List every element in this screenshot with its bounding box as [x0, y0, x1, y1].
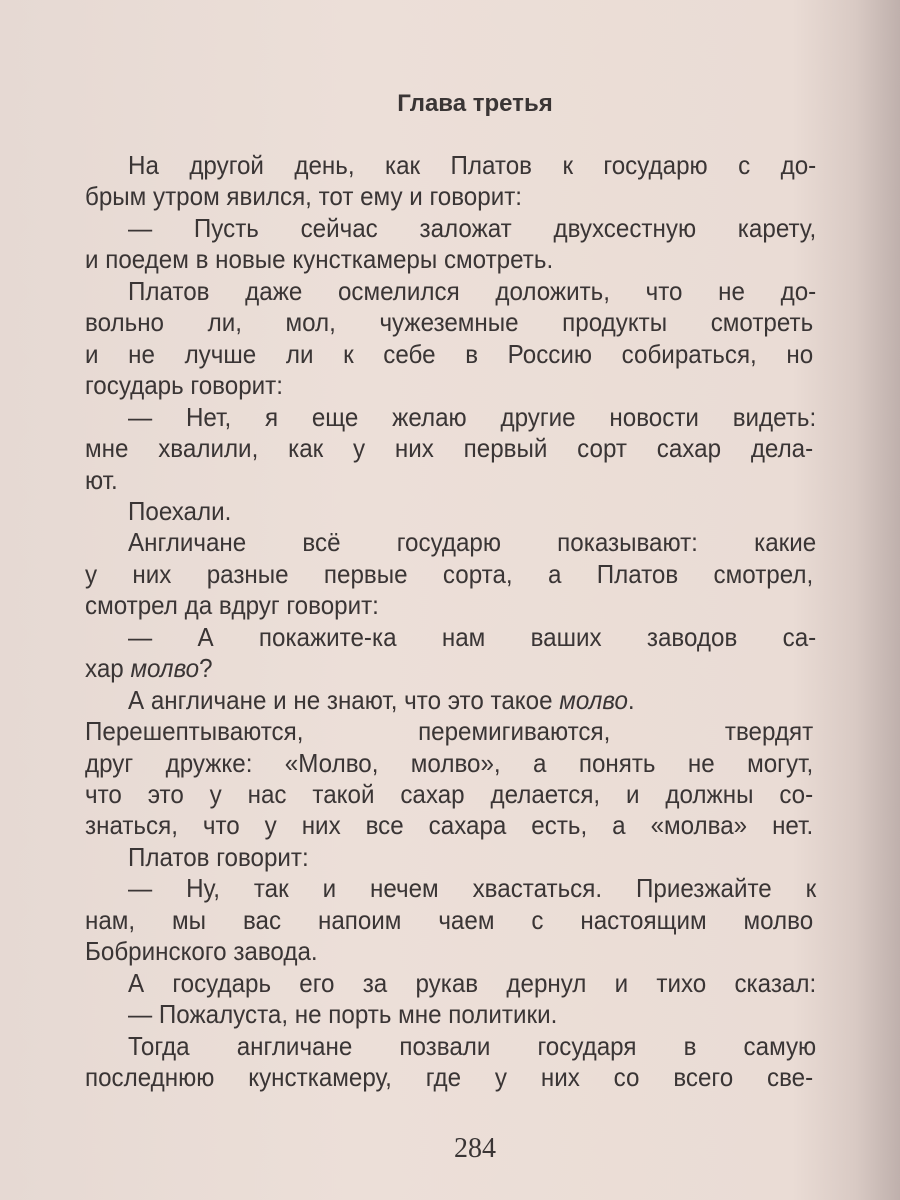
text-line [85, 244, 813, 274]
line-text: вольно ли, мол, чужеземные продукты смотреть [85, 307, 814, 338]
line-text: последнюю кунсткамеру, где у них со всего све- [85, 1062, 814, 1093]
text-line [128, 685, 816, 715]
line-text: у них разные первые сорта, а Платов смотрел, [85, 558, 814, 589]
text-line [85, 465, 813, 495]
text-line [128, 402, 816, 432]
line-text: и поедем в новые кунсткамеры смотреть. [85, 244, 554, 275]
line-text: мне хвалили, как у них первый сорт сахар дела- [85, 433, 814, 464]
text-line [85, 653, 813, 683]
text-line [128, 842, 816, 872]
line-text: — Пусть сейчас заложат двухсестную карету, [128, 212, 817, 243]
text-line [128, 213, 816, 243]
text-line [85, 433, 813, 463]
text-line [128, 496, 816, 526]
line-text: что это у нас такой сахар делается, и должны со- [85, 779, 814, 809]
line-text: Тогда англичане позвали государя в самую [128, 1030, 817, 1061]
line-text: ют. [85, 464, 118, 495]
text-line [85, 716, 813, 746]
line-text: — Ну, так и нечем хвастаться. Приезжайте к [128, 873, 817, 904]
line-text: Платов даже осмелился доложить, что не до- [128, 275, 817, 306]
text-line [128, 999, 816, 1029]
line-text: нам, мы вас напоим чаем с настоящим молво [85, 904, 814, 935]
text-line [128, 873, 816, 903]
line-text: Бобринского завода. [85, 936, 318, 967]
line-text: Платов говорит: [128, 841, 309, 872]
text-line [128, 527, 816, 557]
line-text: На другой день, как Платов к государю с до- [128, 150, 817, 180]
text-line [85, 1062, 813, 1092]
line-text: Англичане всё государю показывают: какие [128, 527, 817, 558]
line-text-end: ? [199, 653, 213, 684]
text-line [128, 150, 816, 180]
line-text: брым утром явился, тот ему и говорит: [85, 181, 522, 212]
line-text: государь говорит: [85, 370, 283, 401]
text-line [85, 936, 813, 966]
line-text: друг дружке: «Молво, молво», а понять не могут, [85, 747, 814, 778]
text-line [128, 276, 816, 306]
text-line [85, 779, 813, 809]
line-text: — А покажите-ка нам ваших заводов са- [128, 621, 817, 652]
line-text: хар [85, 653, 131, 684]
text-line [128, 622, 816, 652]
page-number: 284 [454, 1133, 496, 1164]
text-line [85, 810, 813, 840]
line-text: — Пожалуста, не порть мне политики. [128, 999, 558, 1030]
line-text: смотрел да вдруг говорит: [85, 590, 379, 621]
italic-word: молво [130, 653, 200, 684]
text-line [85, 748, 813, 778]
text-line [128, 968, 816, 998]
text-line [85, 590, 813, 620]
text-line [128, 1031, 816, 1061]
text-line [85, 559, 813, 589]
text-line [85, 370, 813, 400]
text-line [85, 905, 813, 935]
italic-word: молво [559, 684, 628, 715]
line-text-end: . [627, 684, 635, 715]
line-text: Перешептываются, перемигиваются, твердят [85, 716, 814, 747]
line-text: А англичане и не знают, что это такое [128, 684, 560, 715]
text-line [85, 339, 813, 369]
line-text: Поехали. [128, 495, 232, 526]
line-text: — Нет, я еще желаю другие новости видеть: [128, 401, 817, 432]
line-text: знаться, что у них все сахара есть, а «молва» нет. [85, 810, 814, 841]
text-line [85, 307, 813, 337]
text-line [85, 181, 813, 211]
chapter-title: Глава третья [397, 90, 553, 117]
line-text: А государь его за рукав дернул и тихо сказал: [128, 967, 817, 998]
line-text: и не лучше ли к себе в Россию собираться, но [85, 338, 814, 369]
